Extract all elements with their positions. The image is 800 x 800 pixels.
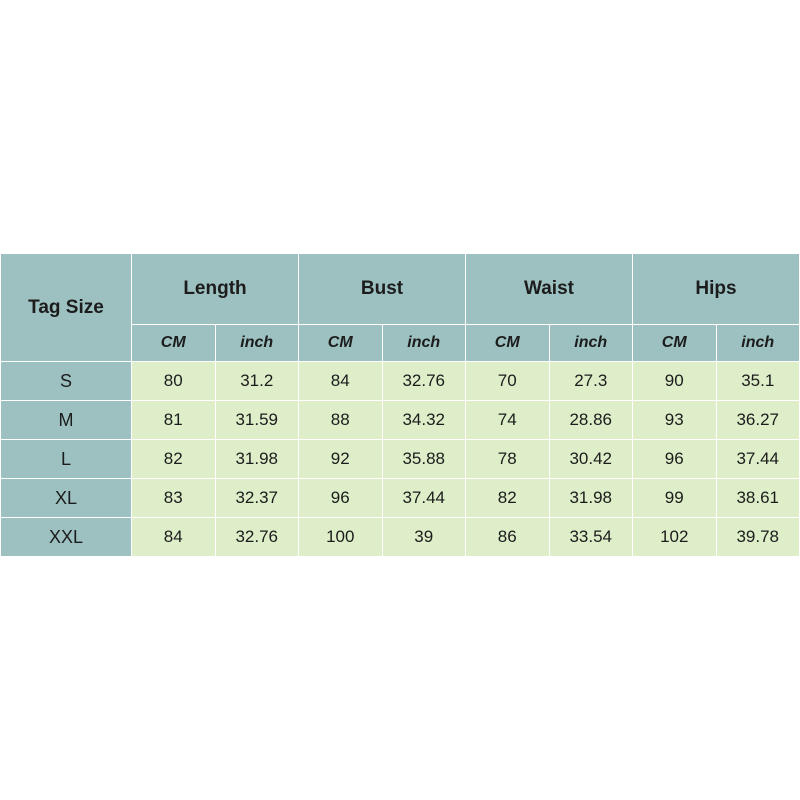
cell-bust-cm: 88 — [299, 401, 383, 440]
cell-hips-inch: 35.1 — [716, 362, 800, 401]
header-unit-hips-cm: CM — [633, 325, 717, 362]
cell-hips-inch: 36.27 — [716, 401, 800, 440]
cell-hips-cm: 96 — [633, 440, 717, 479]
cell-waist-inch: 33.54 — [549, 518, 633, 557]
header-group-bust: Bust — [299, 254, 466, 325]
cell-waist-inch: 28.86 — [549, 401, 633, 440]
cell-hips-inch: 37.44 — [716, 440, 800, 479]
row-size-label: L — [1, 440, 132, 479]
cell-waist-cm: 82 — [466, 479, 550, 518]
header-group-length: Length — [132, 254, 299, 325]
cell-waist-inch: 30.42 — [549, 440, 633, 479]
cell-hips-inch: 39.78 — [716, 518, 800, 557]
row-size-label: XXL — [1, 518, 132, 557]
header-unit-hips-inch: inch — [716, 325, 800, 362]
cell-length-cm: 81 — [132, 401, 216, 440]
table-row — [1, 518, 800, 557]
cell-waist-cm: 86 — [466, 518, 550, 557]
cell-waist-inch: 27.3 — [549, 362, 633, 401]
header-unit-length-inch: inch — [215, 325, 299, 362]
cell-hips-cm: 90 — [633, 362, 717, 401]
table-row — [1, 401, 800, 440]
cell-bust-cm: 96 — [299, 479, 383, 518]
cell-length-cm: 84 — [132, 518, 216, 557]
table-header-row-groups — [1, 254, 800, 325]
cell-length-inch: 31.59 — [215, 401, 299, 440]
cell-bust-inch: 34.32 — [382, 401, 466, 440]
header-unit-waist-cm: CM — [466, 325, 550, 362]
cell-bust-inch: 37.44 — [382, 479, 466, 518]
header-unit-waist-inch: inch — [549, 325, 633, 362]
header-unit-length-cm: CM — [132, 325, 216, 362]
cell-hips-cm: 93 — [633, 401, 717, 440]
cell-waist-cm: 74 — [466, 401, 550, 440]
header-group-waist: Waist — [466, 254, 633, 325]
row-size-label: M — [1, 401, 132, 440]
cell-length-inch: 32.37 — [215, 479, 299, 518]
cell-hips-cm: 99 — [633, 479, 717, 518]
cell-length-cm: 80 — [132, 362, 216, 401]
cell-length-inch: 31.98 — [215, 440, 299, 479]
header-unit-bust-cm: CM — [299, 325, 383, 362]
cell-bust-inch: 35.88 — [382, 440, 466, 479]
row-size-label: S — [1, 362, 132, 401]
cell-bust-cm: 100 — [299, 518, 383, 557]
cell-bust-cm: 84 — [299, 362, 383, 401]
cell-bust-inch: 39 — [382, 518, 466, 557]
cell-hips-inch: 38.61 — [716, 479, 800, 518]
header-unit-bust-inch: inch — [382, 325, 466, 362]
cell-bust-cm: 92 — [299, 440, 383, 479]
cell-hips-cm: 102 — [633, 518, 717, 557]
table-row — [1, 479, 800, 518]
cell-waist-cm: 78 — [466, 440, 550, 479]
cell-length-inch: 32.76 — [215, 518, 299, 557]
table-row — [1, 362, 800, 401]
header-tag-size: Tag Size — [1, 254, 132, 362]
cell-waist-cm: 70 — [466, 362, 550, 401]
cell-waist-inch: 31.98 — [549, 479, 633, 518]
cell-length-cm: 82 — [132, 440, 216, 479]
cell-bust-inch: 32.76 — [382, 362, 466, 401]
cell-length-inch: 31.2 — [215, 362, 299, 401]
table-row — [1, 440, 800, 479]
size-chart-table — [0, 253, 800, 557]
cell-length-cm: 83 — [132, 479, 216, 518]
header-group-hips: Hips — [633, 254, 800, 325]
row-size-label: XL — [1, 479, 132, 518]
